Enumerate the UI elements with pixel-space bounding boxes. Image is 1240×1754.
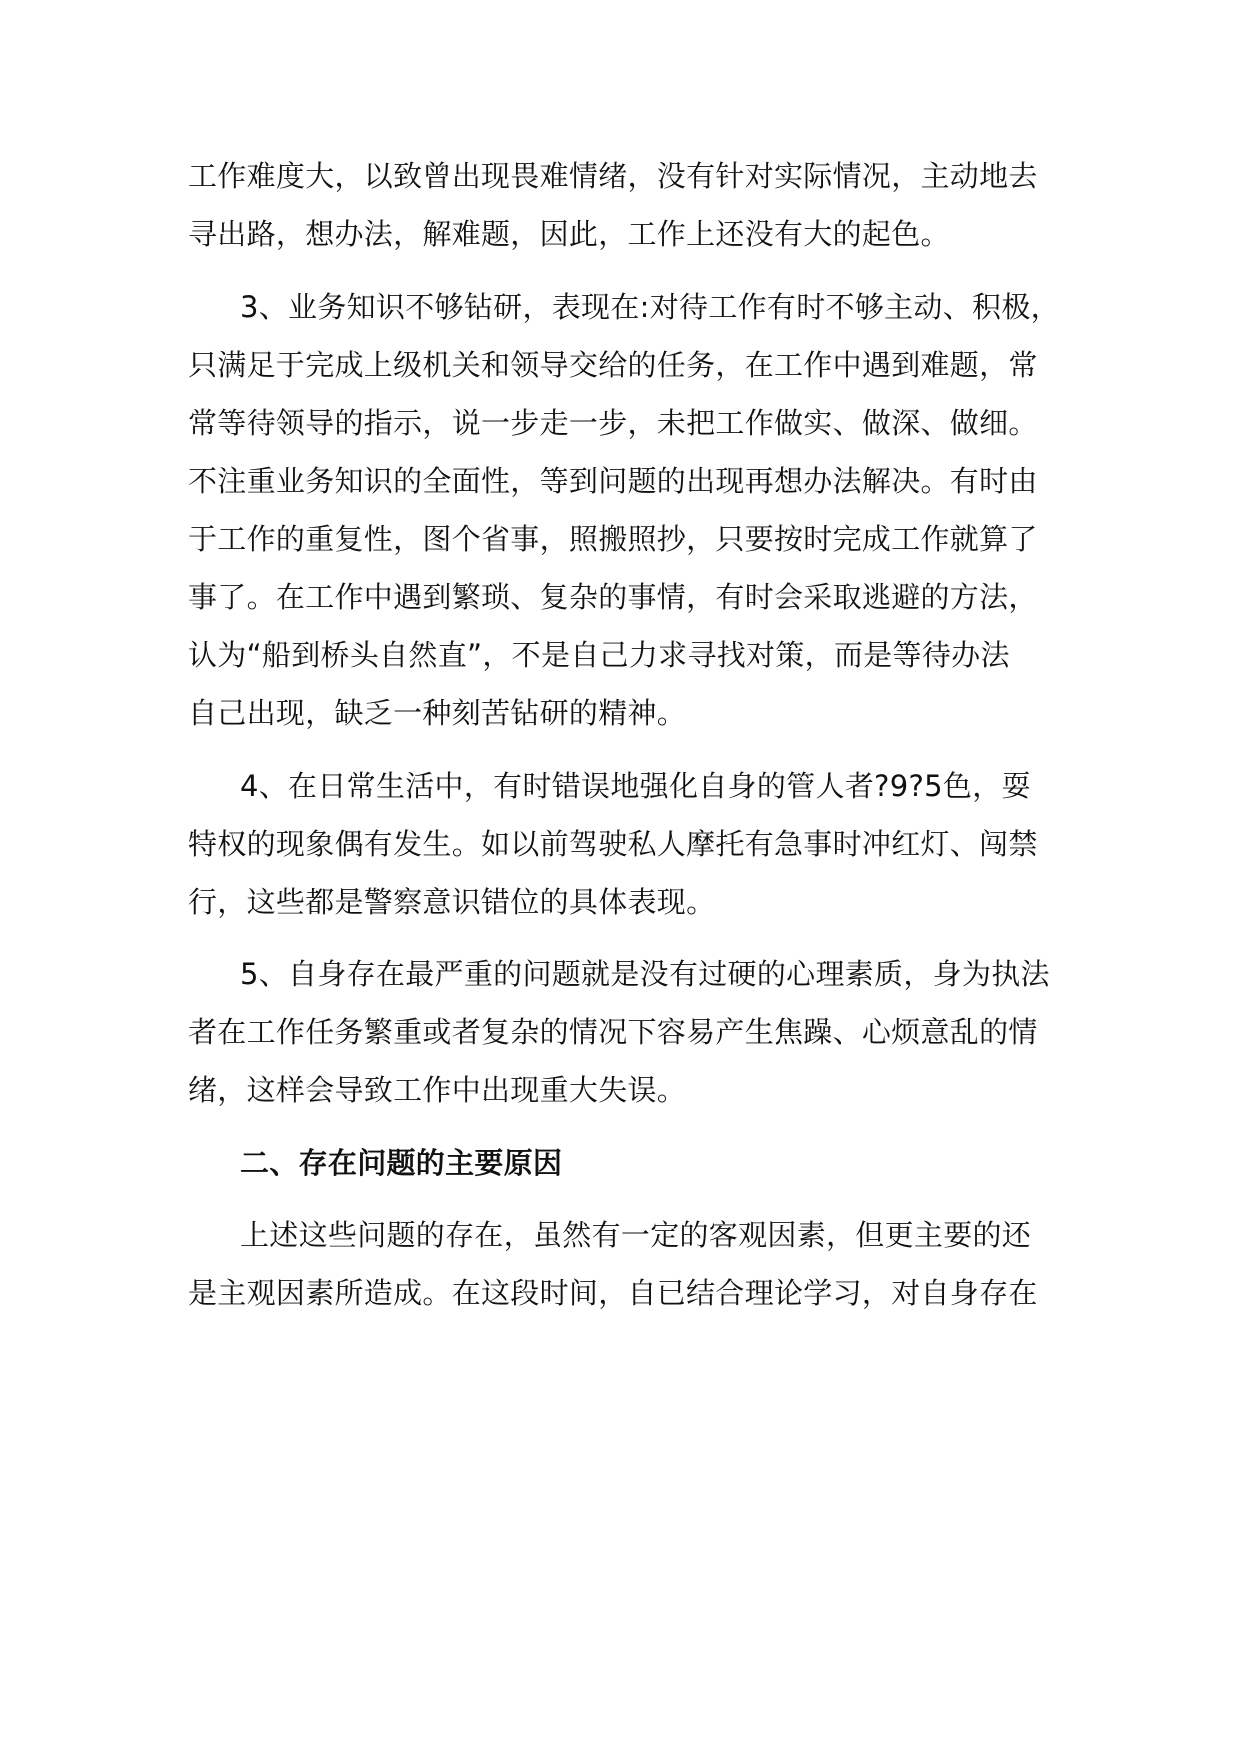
text-line: 于工作的重复性，图个省事，照搬照抄，只要按时完成工作就算了 xyxy=(188,522,1038,556)
text-line: 常等待领导的指示，说一步走一步，未把工作做实、做深、做细。 xyxy=(188,406,1038,440)
text-line: 不注重业务知识的全面性，等到问题的出现再想办法解决。有时由 xyxy=(188,464,1038,498)
text-line: 者在工作任务繁重或者复杂的情况下容易产生焦躁、心烦意乱的情 xyxy=(188,1015,1038,1049)
text-line: 5、自身存在最严重的问题就是没有过硬的心理素质，身为执法 xyxy=(240,957,1050,991)
text-line: 事了。在工作中遇到繁琐、复杂的事情，有时会采取逃避的方法， xyxy=(188,580,1038,614)
text-line: 认为“船到桥头自然直”，不是自己力求寻找对策，而是等待办法 xyxy=(188,638,1010,672)
text-line: 4、在日常生活中，有时错误地强化自身的管人者?9?5色，耍 xyxy=(240,769,1031,803)
text-line: 绪，这样会导致工作中出现重大失误。 xyxy=(188,1073,687,1107)
text-line: 工作难度大，以致曾出现畏难情绪，没有针对实际情况，主动地去 xyxy=(188,159,1038,193)
text-line: 上述这些问题的存在，虽然有一定的客观因素，但更主要的还 xyxy=(240,1218,1032,1252)
text-line: 自己出现，缺乏一种刻苦钻研的精神。 xyxy=(188,696,687,730)
text-line: 只满足于完成上级机关和领导交给的任务，在工作中遇到难题，常 xyxy=(188,348,1038,382)
text-line: 3、业务知识不够钻研，表现在:对待工作有时不够主动、积极， xyxy=(240,290,1060,324)
section-heading: 二、存在问题的主要原因 xyxy=(240,1146,563,1180)
text-line: 是主观因素所造成。在这段时间，自已结合理论学习，对自身存在 xyxy=(188,1276,1038,1310)
text-line: 寻出路，想办法，解难题，因此，工作上还没有大的起色。 xyxy=(188,217,950,251)
text-line: 行，这些都是警察意识错位的具体表现。 xyxy=(188,885,716,919)
text-line: 特权的现象偶有发生。如以前驾驶私人摩托有急事时冲红灯、闯禁 xyxy=(188,827,1038,861)
